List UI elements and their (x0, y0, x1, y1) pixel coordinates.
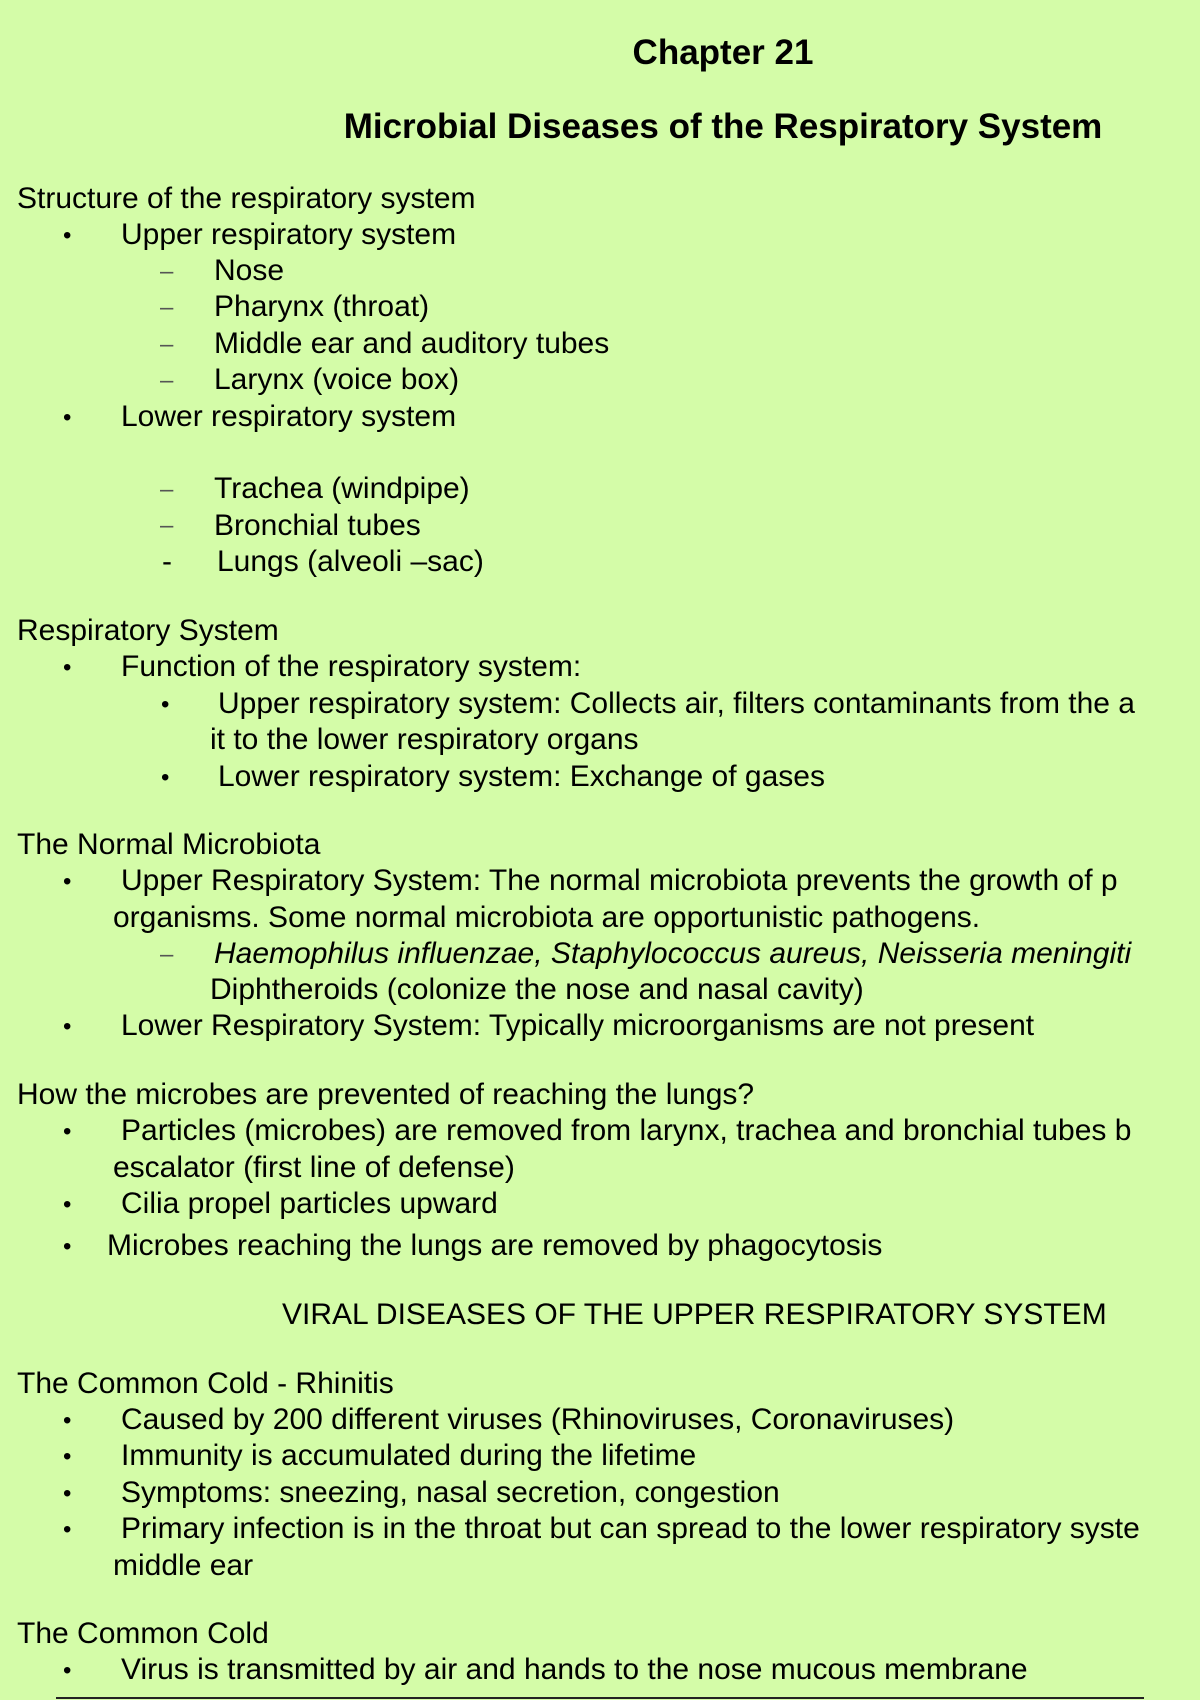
bullet-symbol: • (63, 654, 72, 681)
sub-item: Bronchial tubes (214, 509, 421, 542)
sub-item: Lungs (alveoli –sac) (217, 545, 484, 578)
dash-symbol: – (160, 258, 174, 285)
bullet-symbol: • (63, 1118, 72, 1145)
sub-item: Larynx (voice box) (214, 363, 460, 396)
section-heading-respiratory: Respiratory System (17, 614, 279, 647)
list-item: Upper Respiratory System: The normal microbiota prevents the growth of p (121, 864, 1118, 897)
sub-item: Pharynx (throat) (214, 290, 430, 323)
section-heading-cold-rhinitis: The Common Cold - Rhinitis (17, 1367, 394, 1400)
dash-symbol: – (160, 941, 174, 968)
list-item: Primary infection is in the throat but can spread to the lower respiratory syste (121, 1512, 1140, 1545)
list-item: Microbes reaching the lungs are removed by phagocytosis (107, 1229, 883, 1262)
bullet-symbol: • (63, 1443, 72, 1470)
sub-item: Nose (214, 254, 285, 287)
sub-item: Trachea (windpipe) (214, 472, 470, 505)
dash-symbol: – (160, 294, 174, 321)
dash-symbol: – (160, 476, 174, 503)
list-item: Particles (microbes) are removed from larynx, trachea and bronchial tubes b (121, 1114, 1132, 1147)
page-bottom-rule (56, 1697, 1144, 1699)
bullet-symbol: • (63, 1013, 72, 1040)
bullet-symbol: • (63, 222, 72, 249)
section-heading-viral: VIRAL DISEASES OF THE UPPER RESPIRATORY SYSTEM (282, 1298, 1107, 1331)
list-item-lower: Lower respiratory system (121, 400, 457, 433)
bullet-symbol: • (161, 764, 170, 791)
list-item: Caused by 200 different viruses (Rhinoviruses, Coronaviruses) (121, 1403, 955, 1436)
list-item: Symptoms: sneezing, nasal secretion, congestion (121, 1476, 780, 1509)
dash-symbol: – (160, 512, 174, 539)
bullet-symbol: • (63, 1233, 72, 1260)
sub-item-continuation: Diphtheroids (colonize the nose and nasal cavity) (210, 973, 864, 1006)
section-heading-cold: The Common Cold (17, 1617, 269, 1650)
list-item-continuation: organisms. Some normal microbiota are opportunistic pathogens. (113, 901, 981, 934)
section-heading-microbiota: The Normal Microbiota (17, 828, 321, 861)
sub-item: Upper respiratory system: Collects air, filters contaminants from the a (218, 687, 1135, 720)
bullet-symbol: • (63, 1516, 72, 1543)
page-title: Microbial Diseases of the Respiratory System (343, 107, 1103, 146)
section-heading-prevention: How the microbes are prevented of reaching the lungs? (17, 1078, 755, 1111)
bullet-symbol: • (63, 1480, 72, 1507)
sub-item: Middle ear and auditory tubes (214, 327, 610, 360)
sub-item-continuation: it to the lower respiratory organs (210, 723, 639, 756)
dash-symbol: – (160, 367, 174, 394)
list-item: Virus is transmitted by air and hands to the nose mucous membrane (121, 1653, 1028, 1686)
bullet-symbol: • (63, 868, 72, 895)
bullet-symbol: • (161, 691, 170, 718)
list-item-continuation: middle ear (113, 1549, 254, 1582)
list-item: Cilia propel particles upward (121, 1187, 498, 1220)
bullet-symbol: • (63, 404, 72, 431)
list-item: Immunity is accumulated during the lifetime (121, 1439, 697, 1472)
bullet-symbol: • (63, 1657, 72, 1684)
bullet-symbol: • (63, 1191, 72, 1218)
section-heading-structure: Structure of the respiratory system (17, 182, 476, 215)
list-item: Function of the respiratory system: (121, 650, 582, 683)
dash-symbol: – (160, 331, 174, 358)
hyphen-symbol: - (162, 545, 172, 578)
list-item-upper: Upper respiratory system (121, 218, 457, 251)
list-item: Lower Respiratory System: Typically microorganisms are not present (121, 1009, 1035, 1042)
sub-item-species: Haemophilus influenzae, Staphylococcus aureus, Neisseria meningiti (214, 937, 1132, 970)
list-item-continuation: escalator (first line of defense) (113, 1151, 515, 1184)
bullet-symbol: • (63, 1407, 72, 1434)
sub-item: Lower respiratory system: Exchange of gases (218, 760, 825, 793)
chapter-number: Chapter 21 (632, 33, 814, 72)
